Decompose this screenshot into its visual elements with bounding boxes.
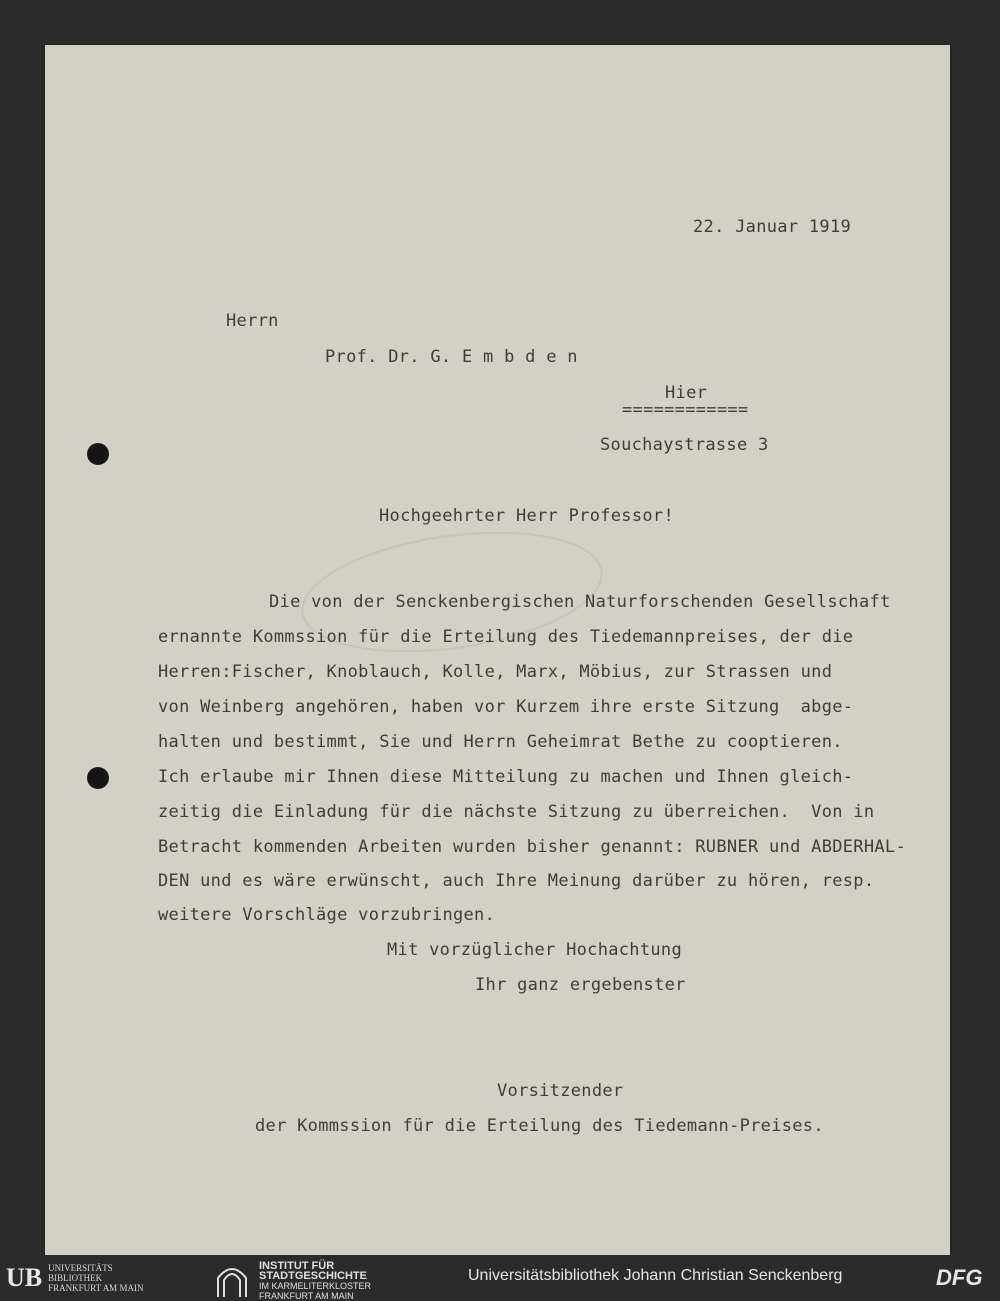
punch-hole-top [87, 443, 109, 465]
isg-logo-text [259, 1261, 371, 1301]
isg-logo[interactable] [215, 1261, 371, 1301]
salutation-herrn: Herrn [226, 311, 279, 331]
viewer-footer [0, 1255, 1000, 1300]
ub-logo-line: BIBLIOTHEK [48, 1273, 103, 1283]
recipient-street: Souchaystrasse 3 [600, 435, 769, 455]
signature-org: der Kommssion für die Erteilung des Tiedemann-Preises. [255, 1116, 824, 1136]
body-line: weitere Vorschläge vorzubringen. [158, 905, 496, 925]
library-title: Universitätsbibliothek Johann Christian Senckenberg [468, 1267, 843, 1284]
isg-logo-line: INSTITUT FÜR [259, 1260, 335, 1272]
signature-title: Vorsitzender [497, 1081, 624, 1101]
isg-logo-line: IM KARMELITERKLOSTER [259, 1281, 372, 1291]
arch-icon [215, 1264, 249, 1298]
ub-logo-line: UNIVERSITÄTS [48, 1263, 113, 1273]
isg-logo-line: STADTGESCHICHTE [259, 1270, 367, 1282]
body-line: von Weinberg angehören, haben vor Kurzem ihre erste Sitzung abge- [158, 697, 854, 717]
body-line: Die von der Senckenbergischen Naturforschenden Gesellschaft [269, 592, 891, 612]
recipient-name: Prof. Dr. G. E m b d e n [325, 347, 578, 367]
greeting: Hochgeehrter Herr Professor! [379, 506, 674, 526]
ub-logo[interactable] [6, 1263, 143, 1293]
letter-date: 22. Januar 1919 [693, 217, 852, 237]
body-line: Herren:Fischer, Knoblauch, Kolle, Marx, Möbius, zur Strassen und [158, 662, 833, 682]
recipient-city: Hier [665, 383, 708, 403]
city-underline: ============ [622, 400, 749, 420]
body-line: DEN und es wäre erwünscht, auch Ihre Meinung darüber zu hören, resp. [158, 871, 875, 891]
body-line: zeitig die Einladung für die nächste Sitzung zu überreichen. Von in [158, 802, 875, 822]
letter-page [45, 45, 950, 1255]
punch-hole-bottom [87, 767, 109, 789]
isg-logo-line: FRANKFURT AM MAIN [259, 1291, 354, 1301]
closing-2: Ihr ganz ergebenster [475, 975, 686, 995]
ub-logo-line: FRANKFURT AM MAIN [48, 1283, 144, 1293]
ub-logo-mark: UB [6, 1263, 43, 1292]
body-line: Betracht kommenden Arbeiten wurden bisher genannt: RUBNER und ABDERHAL- [158, 837, 906, 857]
closing-1: Mit vorzüglicher Hochachtung [387, 940, 682, 960]
ub-logo-text [48, 1263, 143, 1293]
dfg-logo[interactable]: DFG [936, 1265, 983, 1290]
body-line: ernannte Kommssion für die Erteilung des Tiedemannpreises, der die [158, 627, 854, 647]
body-line: halten und bestimmt, Sie und Herrn Geheimrat Bethe zu cooptieren. [158, 732, 843, 752]
body-line: Ich erlaube mir Ihnen diese Mitteilung zu machen und Ihnen gleich- [158, 767, 854, 787]
